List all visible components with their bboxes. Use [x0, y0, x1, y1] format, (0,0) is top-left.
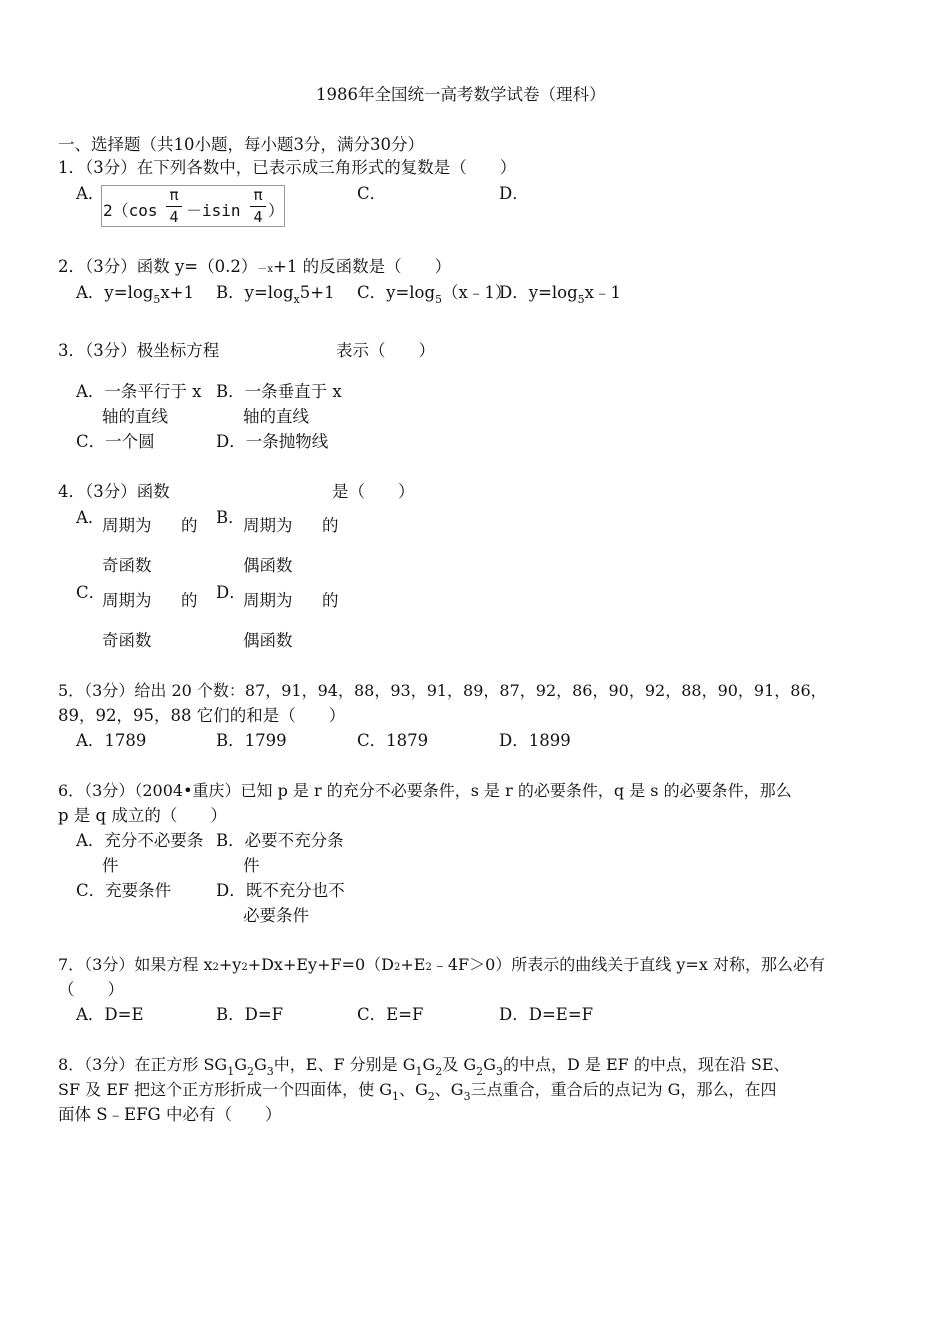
q8-sub: 1 [391, 1090, 399, 1103]
q7-text: 7．（3分）如果方程 x [58, 955, 213, 974]
fraction-denominator: 4 [253, 208, 263, 226]
q8-text: 、G [398, 1080, 428, 1099]
q4-option-b-period: 周期为 [243, 516, 293, 535]
q4-option-b-kind: 偶函数 [243, 556, 293, 575]
q4-option-d-de: 的 [322, 591, 339, 610]
q2-c-text2: （x﹣1） [442, 283, 512, 302]
q8-text: G [422, 1055, 436, 1074]
q6-option-d-line1: D．既不充分也不 [216, 881, 345, 900]
q6-stem-line1: 6．（3分）（2004•重庆）已知 p 是 r 的充分不必要条件，s 是 r 的必要条件，q 是 s 的必要条件，那么 [58, 781, 792, 800]
q2-b-text2: 5+1 [299, 283, 335, 302]
q5-option-c: C．1879 [357, 731, 429, 750]
q1-stem: 1．（3分）在下列各数中，已表示成三角形式的复数是（ ） [58, 158, 517, 177]
q8-text: G [234, 1055, 247, 1074]
q8-stem-line2 [58, 1080, 777, 1103]
q3-stem-part1: 3．（3分）极坐标方程 [58, 341, 220, 360]
q3-option-b-line1: B．一条垂直于 x [216, 382, 342, 401]
q2-c-text: C．y=log [357, 283, 436, 302]
q8-text: 、G [434, 1080, 464, 1099]
q6-option-c: C．充要条件 [76, 881, 172, 900]
q8-text: G [483, 1055, 496, 1074]
q7-stem-line1 [58, 957, 825, 973]
q5-stem-line1: 5．（3分）给出 20 个数：87，91，94，88，93，91，89，87，92，86，90，92，88，90，91，86， [58, 681, 827, 700]
q4-option-c-de: 的 [181, 591, 198, 610]
q4-option-c-kind: 奇函数 [102, 631, 152, 650]
q2-stem-part2: +1 的反函数是（ ） [273, 257, 452, 276]
q8-text: 中，E、F 分别是 G [273, 1055, 416, 1074]
q2-option-d [499, 283, 621, 306]
q4-option-d-kind: 偶函数 [243, 631, 293, 650]
q3-option-a-line1: A．一条平行于 x [76, 382, 202, 401]
q8-sub: 2 [427, 1090, 435, 1103]
q4-option-a-kind: 奇函数 [102, 556, 152, 575]
formula-fraction-2 [249, 186, 267, 226]
q8-sub: 3 [463, 1090, 471, 1103]
q6-option-a-line2: 件 [102, 856, 119, 875]
q2-d-text2: x﹣1 [584, 283, 621, 302]
q8-stem-line3: 面体 S﹣EFG 中必有（ ） [58, 1105, 282, 1124]
q7-option-d: D．D=E=F [499, 1005, 594, 1024]
fraction-bar [166, 206, 182, 207]
q1-option-a-label: A． [76, 184, 105, 203]
q1-option-d-label: D． [499, 184, 529, 203]
q1-option-a-formula [101, 185, 285, 227]
q5-option-a: A．1789 [76, 731, 147, 750]
formula-close: ） [268, 201, 285, 220]
fraction-numerator: π [253, 186, 263, 204]
formula-mid: －isin [186, 201, 241, 220]
q2-option-b [216, 283, 335, 306]
q8-sub: 1 [415, 1065, 423, 1078]
q4-option-d-label: D． [216, 583, 246, 602]
q8-text: 8．（3分）在正方形 SG [58, 1055, 228, 1074]
q4-option-a-de: 的 [181, 516, 198, 535]
fraction-bar [250, 206, 266, 207]
q2-b-text: B．y=log [216, 283, 294, 302]
q7-option-c: C．E=F [357, 1005, 424, 1024]
q7-sup: 2 [212, 962, 219, 973]
q3-stem-part2: 表示（ ） [336, 341, 435, 360]
q5-option-b: B．1799 [216, 731, 287, 750]
q2-stem-part1: 2．（3分）函数 y=（0.2） [58, 257, 258, 276]
section-heading: 一、选择题（共10小题，每小题3分，满分30分） [58, 135, 424, 154]
fraction-numerator: π [169, 186, 179, 204]
q2-d-text: D．y=log [499, 283, 578, 302]
q3-option-c: C．一个圆 [76, 432, 155, 451]
q6-stem-line2: p 是 q 成立的（ ） [58, 806, 227, 825]
q7-sup: 2 [394, 962, 401, 973]
q4-option-b-label: B． [216, 508, 245, 527]
q4-stem-part2: 是（ ） [332, 482, 415, 501]
q4-option-c-label: C． [76, 583, 106, 602]
q3-option-b-line2: 轴的直线 [243, 407, 309, 426]
q2-d-sub: 5 [577, 293, 585, 306]
q6-option-d-line2: 必要条件 [243, 906, 309, 925]
q2-exponent: －x [257, 264, 274, 275]
q7-text: +y [218, 955, 242, 974]
q8-sub: 2 [476, 1065, 484, 1078]
q4-option-a-label: A． [76, 508, 105, 527]
q7-text: ﹣4F＞0）所表示的曲线关于直线 y=x 对称，那么必有 [431, 955, 825, 974]
q2-c-sub: 5 [435, 293, 443, 306]
q8-sub: 3 [495, 1065, 503, 1078]
q7-sup: 2 [425, 962, 432, 973]
q4-option-c-period: 周期为 [102, 591, 152, 610]
q8-sub: 3 [266, 1065, 274, 1078]
q8-stem-line1 [58, 1055, 790, 1078]
q8-text: 的中点，D 是 EF 的中点，现在沿 SE、 [502, 1055, 790, 1074]
q2-stem [58, 259, 451, 276]
q8-text: G [253, 1055, 267, 1074]
formula-fraction-1 [165, 186, 183, 226]
q2-a-text: A．y=log [76, 283, 154, 302]
q4-option-d-period: 周期为 [243, 591, 293, 610]
q4-option-b-de: 的 [322, 516, 339, 535]
q3-option-d: D．一条抛物线 [216, 432, 329, 451]
q6-option-b-line2: 件 [243, 856, 260, 875]
q2-a-text2: x+1 [160, 283, 194, 302]
q8-sub: 2 [435, 1065, 443, 1078]
q2-option-c [357, 283, 512, 306]
formula-coef: 2（cos [103, 201, 158, 220]
q8-text: 三点重合，重合后的点记为 G，那么，在四 [470, 1080, 777, 1099]
q3-option-a-line2: 轴的直线 [102, 407, 168, 426]
q8-text: SF 及 EF 把这个正方形折成一个四面体，使 G [58, 1080, 392, 1099]
q4-stem-part1: 4．（3分）函数 [58, 482, 170, 501]
q7-option-a: A．D=E [76, 1005, 144, 1024]
q2-a-sub: 5 [153, 293, 161, 306]
q4-option-a-period: 周期为 [102, 516, 152, 535]
q7-option-b: B．D=F [216, 1005, 284, 1024]
q5-option-d: D．1899 [499, 731, 571, 750]
q8-sub: 1 [227, 1065, 235, 1078]
q7-stem-line2: （ ） [58, 980, 124, 999]
fraction-denominator: 4 [169, 208, 179, 226]
q2-b-sub: x [293, 293, 300, 306]
q1-option-c-label: C． [357, 184, 387, 203]
q7-text: +E [400, 955, 426, 974]
q2-option-a [76, 283, 194, 306]
q8-text: 及 G [442, 1055, 477, 1074]
q7-text: +Dx+Ey+F=0（D [247, 955, 394, 974]
q5-stem-line2: 89，92，95，88 它们的和是（ ） [58, 706, 346, 725]
q6-option-a-line1: A．充分不必要条 [76, 831, 204, 850]
q6-option-b-line1: B．必要不充分条 [216, 831, 344, 850]
q7-sup: 2 [241, 962, 248, 973]
q8-sub: 2 [246, 1065, 254, 1078]
page-title: 1986年全国统一高考数学试卷（理科） [316, 85, 606, 104]
